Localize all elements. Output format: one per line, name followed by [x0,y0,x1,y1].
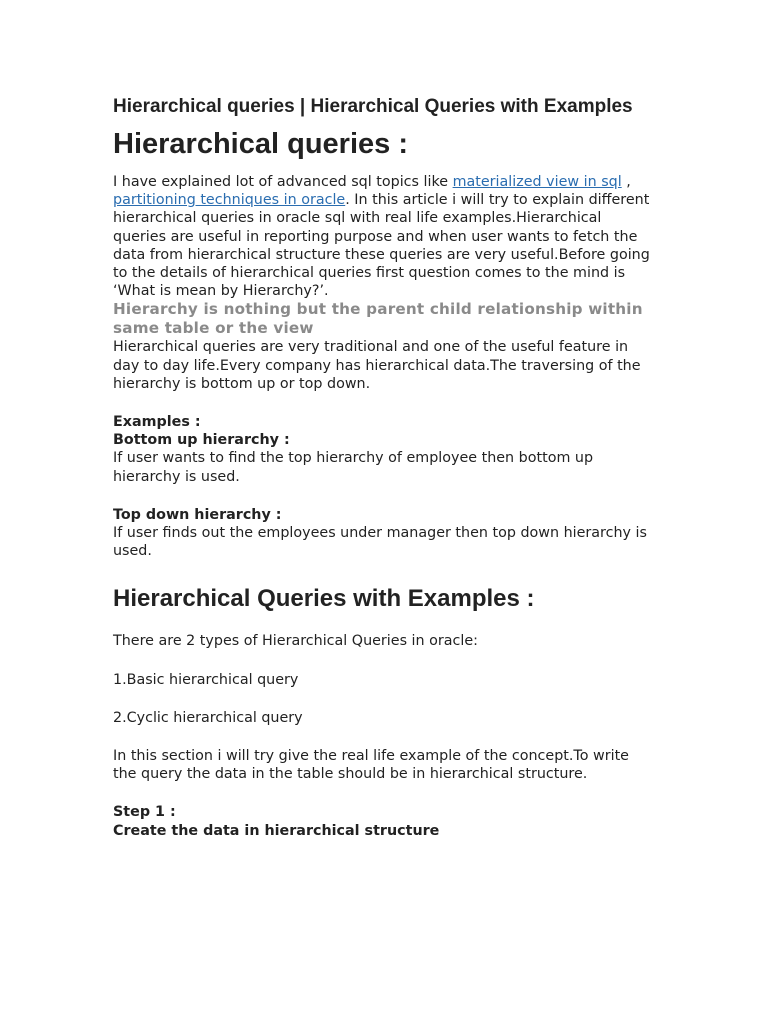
step1-label: Step 1 : [113,804,176,821]
link-partitioning-techniques[interactable]: partitioning techniques in oracle [113,192,346,209]
article [113,94,653,840]
traditional-paragraph: Hierarchical queries are very traditional and one of the useful feature in day to day life.Every company has hierarchical data.The traversing of the hierarchy is bottom up or top down. [113,339,641,392]
bottom-up-text: If user wants to find the top hierarchy of employee then bottom up hierarchy is used. [113,450,594,485]
intro-text-between: , [621,174,631,190]
intro-text-start: I have explained lot of advanced sql topics like [113,174,453,190]
top-down-label: Top down hierarchy : [113,506,282,523]
type-cyclic: 2.Cyclic hierarchical query [113,709,303,726]
section-heading-hierarchical-queries: Hierarchical queries : [113,128,408,160]
section-text: In this section i will try give the real life example of the concept.To write the query the data in the table should be in hierarchical structure. [113,748,629,783]
intro-text-end: . In this article i will try to explain different hierarchical queries in oracle sql with real life examples.Hierarchical queries are useful in reporting purpose and when user wants to fetch the data from hierarchical structure these queries are very useful.Before going to the details of hierarchical queries first question comes to the mind is ‘What is mean by Hierarchy?’. [113,192,650,300]
examples-label: Examples : [113,414,201,431]
top-down-text: If user finds out the employees under manager then top down hierarchy is used. [113,525,647,560]
intro-paragraph [113,173,653,300]
type-basic: 1.Basic hierarchical query [113,671,299,688]
bottom-up-label: Bottom up hierarchy : [113,432,290,449]
step1-text: Create the data in hierarchical structure [113,822,440,839]
types-intro: There are 2 types of Hierarchical Queries in oracle: [113,633,478,650]
hierarchy-definition-quote: Hierarchy is nothing but the parent child relationship within same table or the view [113,300,643,338]
link-materialized-view[interactable]: materialized view in sql [452,174,622,190]
section-heading-queries-with-examples: Hierarchical Queries with Examples : [113,585,535,613]
document-title: Hierarchical queries | Hierarchical Queries with Examples [113,96,633,117]
